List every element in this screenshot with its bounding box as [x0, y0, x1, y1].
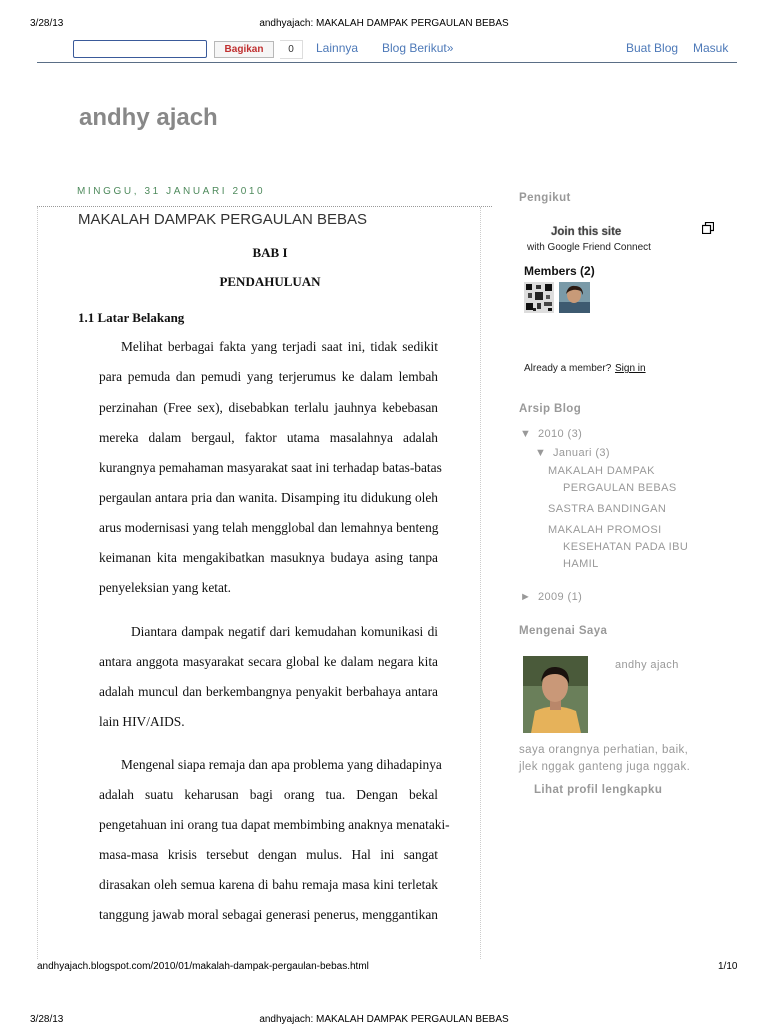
paragraph-line: keimanan kita mengakibatkan masuknya budaya asing tanpa [99, 550, 438, 565]
archive-post-link[interactable]: MAKALAH DAMPAK [548, 465, 655, 477]
already-member-text: Already a member? [524, 363, 612, 374]
archive-post-link[interactable]: HAMIL [563, 558, 599, 570]
post-title[interactable]: MAKALAH DAMPAK PERGAULAN BEBAS [78, 211, 367, 228]
archive-year-2010[interactable]: 2010 (3) [538, 428, 583, 440]
paragraph-line: Diantara dampak negatif dari kemudahan komunikasi di [131, 624, 438, 639]
profile-name[interactable]: andhy ajach [615, 659, 679, 671]
print-title: andhyajach: MAKALAH DAMPAK PERGAULAN BEBAS [259, 18, 509, 29]
next-page-title: andhyajach: MAKALAH DAMPAK PERGAULAN BEBAS [259, 1014, 509, 1025]
archive-post-link[interactable]: SASTRA BANDINGAN [548, 503, 667, 515]
member-avatar[interactable] [559, 282, 590, 313]
search-input[interactable] [73, 40, 207, 58]
next-blog-link[interactable]: Blog Berikut» [382, 41, 454, 55]
join-site-button[interactable]: Join this site [551, 226, 622, 238]
archive-heading: Arsip Blog [519, 403, 582, 415]
about-heading: Mengenai Saya [519, 625, 608, 637]
more-link[interactable]: Lainnya [316, 41, 359, 55]
profile-description: jlek nggak ganteng juga nggak. [519, 761, 691, 773]
paragraph-line: antara anggota masyarakat secara global ke dalam negara kita [99, 654, 438, 669]
profile-photo[interactable] [523, 656, 588, 733]
paragraph-line: penyeleksian yang ketat. [99, 580, 231, 595]
paragraph-line: lain HIV/AIDS. [99, 714, 185, 729]
share-count: 0 [280, 40, 303, 59]
paragraph-line: perzinahan (Free sex), disebabkan terlalu jauhnya kebebasan [99, 400, 438, 415]
section-heading: 1.1 Latar Belakang [78, 310, 185, 325]
gfc-sign-in-link[interactable]: Sign in [615, 363, 646, 374]
archive-year-2009[interactable]: 2009 (1) [538, 591, 583, 603]
paragraph-line: adalah suatu keharusan bagi orang tua. Dengan bekal [99, 787, 438, 802]
archive-month-january[interactable]: Januari (3) [553, 447, 610, 459]
expand-toggle-icon[interactable]: ▼ [520, 428, 532, 440]
blog-title[interactable]: andhy ajach [79, 104, 218, 131]
paragraph-line: masa-masa krisis tersebut dengan mulus. Hal ini sangat [99, 847, 438, 862]
paragraph-line: tanggung jawab moral sebagai generasi penerus, menggantikan [99, 907, 438, 922]
archive-post-link[interactable]: MAKALAH PROMOSI [548, 524, 662, 536]
sign-in-link[interactable]: Masuk [693, 41, 729, 55]
gfc-label: with Google Friend Connect [527, 242, 651, 253]
view-profile-link[interactable]: Lihat profil lengkapku [534, 784, 663, 796]
paragraph-line: mereka dalam bergaul, faktor utama masalahnya adalah [99, 430, 438, 445]
followers-heading: Pengikut [519, 192, 571, 204]
paragraph-line: pengetahuan ini orang tua dapat membimbing anaknya menataki- [99, 817, 450, 832]
page-number: 1/10 [718, 961, 738, 972]
page-url: andhyajach.blogspot.com/2010/01/makalah-dampak-pergaulan-bebas.html [37, 961, 369, 972]
chapter-title: PENDAHULUAN [219, 274, 321, 289]
share-button[interactable]: Bagikan [214, 41, 274, 58]
profile-description: saya orangnya perhatian, baik, [519, 744, 689, 756]
print-date: 3/28/13 [30, 18, 64, 29]
members-label: Members (2) [524, 264, 595, 278]
paragraph-line: dirasakan oleh semua karena di bahu remaja masa kini terletak [99, 877, 438, 892]
paragraph-line: Melihat berbagai fakta yang terjadi saat ini, tidak sedikit [121, 339, 438, 354]
paragraph-line: Mengenal siapa remaja dan apa problema yang dihadapinya [121, 757, 442, 772]
member-avatar[interactable] [524, 282, 554, 313]
create-blog-link[interactable]: Buat Blog [626, 41, 679, 55]
paragraph-line: arus modernisasi yang telah mengglobal dan lemahnya benteng [99, 520, 439, 535]
paragraph-line: pergaulan antara pria dan wanita. Disamping itu didukung oleh [99, 490, 438, 505]
paragraph-line: para pemuda dan pemudi yang terjerumus ke dalam lembah [99, 369, 438, 384]
paragraph-line: adalah muncul dan berkembangnya penyakit berbahaya antara [99, 684, 438, 699]
archive-post-link[interactable]: PERGAULAN BEBAS [563, 482, 677, 494]
expand-toggle-icon[interactable]: ▼ [535, 447, 547, 459]
collapse-toggle-icon[interactable]: ► [520, 591, 532, 603]
copy-icon[interactable] [702, 221, 714, 233]
next-page-date: 3/28/13 [30, 1014, 64, 1025]
archive-post-link[interactable]: KESEHATAN PADA IBU [563, 541, 689, 553]
post-date-header: MINGGU, 31 JANUARI 2010 [77, 186, 266, 197]
blogger-navbar [37, 40, 737, 63]
chapter-heading: BAB I [252, 245, 288, 260]
paragraph-line: kurangnya pemahaman masyarakat saat ini terhadap batas-batas [99, 460, 442, 475]
